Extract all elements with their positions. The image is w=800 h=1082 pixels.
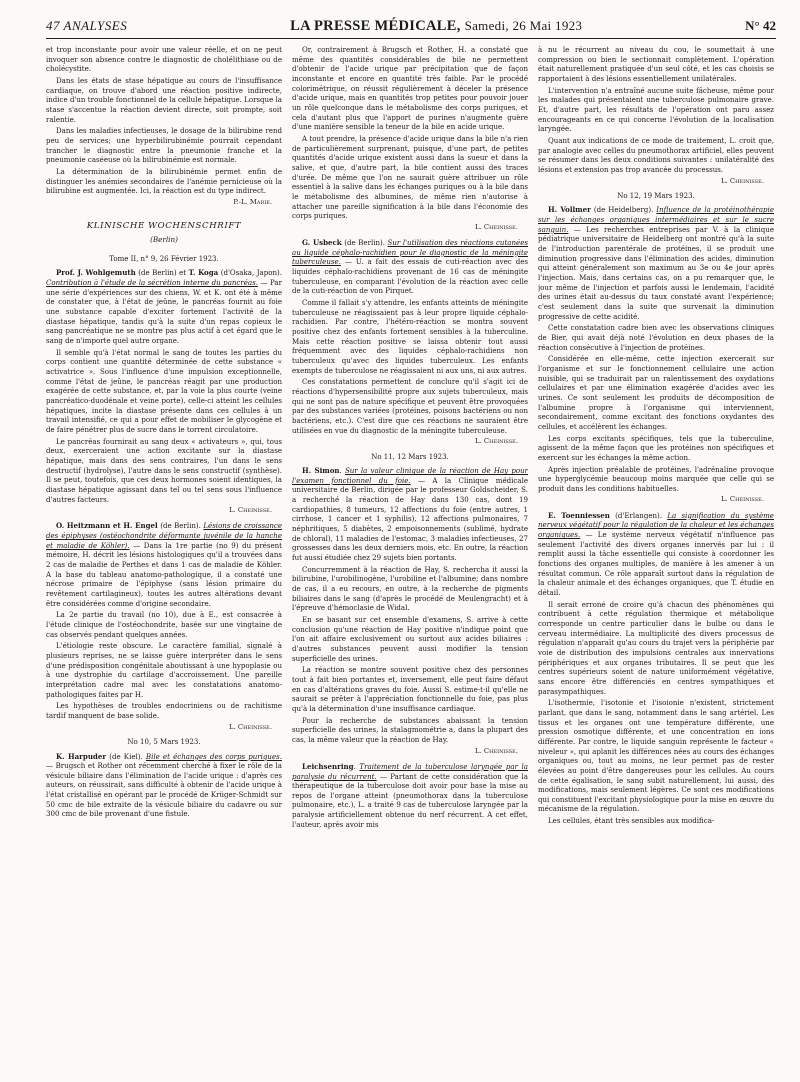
- author: Leichsenring: [302, 761, 354, 771]
- paragraph: L'isothermie, l'isotonie et l'isoionie n'existent, strictement parlant, que dans le sang, notamment dans le sang artériel. Les tissus et les organes ont une température différente, une pression osmotique différente, et une concentration en ions différente. Par contre, le liquide sanguin représente le facteur « niveleur », qui aplanit les différences nées au cours des échanges organiques ou, tout au moins, ne leur permet pas de rester élevées au point d'être dangereuses pour les cellules. Au cours de cette égalisation, le sang subit naturellement, lui aussi, des modifications, mais seulement légères. Ce sont ces modifications qui constituent l'excitant physiologique pour la mise en œuvre du mécanisme de la régulation.: [538, 698, 774, 814]
- article: [292, 238, 528, 296]
- paragraph: Il semble qu'à l'état normal le sang de toutes les parties du corps contient une quantité déterminée de cette substance « activatrice ». Sous l'influence d'une impulsion exceptionnelle, comme l'état de jeûne, le pancréas réagit par une production exagérée de cette substance, et, par la voie la plus courte (veine pancréatico-duodénale et veine porte), celle-ci atteint les cellules hépatiques, incite la diastase présente dans ces cellules à un travail intensifié, ce qui a pour effet de mobiliser le glycogène et de faire pénétrer plus de sucre dans le torrent circulatoire.: [46, 347, 282, 434]
- issue-heading: No 10, 5 Mars 1923.: [127, 737, 201, 746]
- affiliation: (de Kiel).: [106, 751, 146, 761]
- issue-date: Samedi, 26 Mai 1923: [464, 18, 583, 33]
- paragraph: Cette constatation cadre bien avec les observations cliniques de Bier, qui avait déjà noté l'évolution en deux phases de la réaction consécutive à l'injection de protéines.: [538, 323, 774, 352]
- article-title: Bile et échanges des corps puriques.: [145, 751, 282, 761]
- article-title: Sur la valeur clinique de la réaction de Hay pour l'examen fonctionnel du foie.: [292, 466, 528, 485]
- journal-masthead: [290, 18, 582, 35]
- paragraph: En se basant sur cet ensemble d'examens, S. arrive à cette conclusion qu'une réaction de Hay positive n'indique point que l'on ait affaire exclusivement ou surtout aux acides biliaires : d'autres substances peuvent aussi modifier la tension superficielle des urines.: [292, 615, 528, 663]
- article-text: — A la Clinique médicale universitaire de Berlin, dirigée par le professeur Goldscheider, S. a recherché la réaction de Hay dans 130 cas, dont 19 cardiopathies, 8 tumeurs, 12 affections du foie (entre autres, 1 cirrhose, 1 cancer et 1 syphilis), 12 affections pulmonaires, 7 néphritiques, 5 diabètes, 2 empoisonnements (sublimé, hydrate de chloral), 11 maladies de l'estomac, 3 maladies infectieuses, 27 grossesses dans les deux derniers mois, etc. En outre, la réaction fut aussi étudiée chez 29 sujets bien portants.: [292, 475, 528, 563]
- paragraph: Comme il fallait s'y attendre, les enfants atteints de méningite tuberculeuse ne réagissaient pas à leur propre liquide céphalo-rachidien. Par contre, l'hétéro-réaction se montra souvent positive chez des enfants fortement sensibles à la tuberculine. Mais cette réaction positive se laissa obtenir tout aussi fréquemment avec des liquides céphalo-rachidiens non tuberculeux qu'avec des liquides tuberculeux. Les enfants exempts de tuberculose ne réagissaient ni aux uns, ni aux autres.: [292, 298, 528, 375]
- article-title: Traitement de la tuberculose laryngée par la paralysie du récurrent.: [292, 761, 528, 781]
- article-title: Contribution à l'étude de la sécrétion interne du pancréas.: [46, 278, 258, 288]
- affiliation: (d'Erlangen).: [609, 510, 668, 520]
- issue-heading: No 11, 12 Mars 1923.: [371, 452, 449, 461]
- article-title: Influence de la protéinothérapie sur les échanges organiques intermédiaires et sur le sucre sanguin.: [538, 205, 774, 234]
- article: [292, 762, 528, 830]
- paragraph: Les corps excitants spécifiques, tels que la tuberculine, agissent de la même façon que les protéines non spécifiques et exercent sur les échanges la même action.: [538, 433, 774, 462]
- paragraph: Dans les états de stase hépatique au cours de l'insuffisance cardiaque, on trouve d'abord une réaction positive indirecte, indice d'un trouble fonctionnel de la cellule hépatique. Lorsque la stase s'accentue la réaction devient directe, soit prompte, soit ralentie.: [46, 75, 282, 124]
- paragraph: à nu le récurrent au niveau du cou, le soumettait à une compression ou bien le sectionnait complètement. L'opération était naturellement pratiquée d'un seul côté, et les cas choisis se rapportaient à des lésions essentiellement unilatérales.: [538, 45, 774, 83]
- article: [46, 521, 282, 608]
- paragraph: Après injection préalable de protéines, l'adrénaline provoque une hyperglycémie beaucoup moins marquée que celle qui se produit dans les conditions habituelles.: [538, 464, 774, 493]
- signature: P.-L. Marie.: [233, 197, 272, 206]
- article: [46, 752, 282, 820]
- paragraph: Considérée en elle-même, cette injection exercerait sur l'organisme et sur le fonctionnement cellulaire une action nuisible, qui se traduirait par un ralentissement des oxydations cellulaires et par une élimination exagérée d'acides avec les urines. Ce sont seulement les produits de décomposition de l'albumine propre à l'organisme qui interviennent, secondairement, comme excitant des fonctions oxydantes des cellules, et accélèrent les échanges.: [538, 354, 774, 431]
- article-text: — U. a fait des essais de cuti-réaction avec des liquides céphalo-rachidiens provenant de 16 cas de méningite tuberculeuse, en comparant l'évolution de la réaction avec celle de la cuti-réaction de von Pirquet.: [292, 257, 528, 296]
- paragraph: Concurremment à la réaction de Hay, S. rechercha it aussi la bilirubine, l'urobilinogène, l'urobiline et l'albumine; dans nombre de cas, il a eu recours, en outre, à la recherche de pigments biliaires dans le sang (d'après le procédé de Meulengracht) et à l'épreuve d'hémoclasie de Widal.: [292, 564, 528, 613]
- paragraph: Les cellules, étant très sensibles aux modifica-: [548, 816, 715, 826]
- signature: L. Cheinisse.: [229, 506, 272, 515]
- affiliation: (de Heidelberg).: [590, 205, 657, 215]
- affiliation: (d'Osaka, Japon).: [218, 268, 282, 278]
- paragraph: Or, contrairement à Brugsch et Rother, H. a constaté que même des quantités considérables de bile ne permettent d'obtenir de l'acide urique par précipitation que de façon inconstante et encore en quantité très faible. Par le procédé colorimétrique, on réussit régulièrement à déceler la présence d'acide urique, mais en quantités trop petites pour pouvoir jouer un rôle quelconque dans le métabolisme des corps puriques, et cela d'autant plus que l'apport de purines n'augmente guère d'une manière sensible la teneur de la bile en acide urique.: [292, 45, 528, 132]
- affiliation: .: [339, 466, 345, 476]
- affiliation: (de Berlin).: [341, 238, 388, 248]
- article: [46, 268, 282, 345]
- article-title: La signification du système nerveux végétatif pour la régulation de la chaleur et les échanges organiques.: [538, 510, 774, 540]
- journal-city: (Berlin): [150, 234, 178, 244]
- paragraph: La réaction se montre souvent positive chez des personnes tout à fait bien portantes et, inversement, elle peut faire défaut en cas d'altérations graves du foie. Aussi S. estime-t-il qu'elle ne saurait se prêter à l'appréciation fonctionnelle du foie, pas plus qu'à la détermination d'une insuffisance cardiaque.: [292, 665, 528, 713]
- author: K. Harpuder: [56, 751, 107, 761]
- signature: L. Cheinisse.: [721, 495, 764, 504]
- paragraph: La 2e partie du travail (no 10), due à E., est consacrée à l'étude clinique de l'ostéochondrite, basée sur une vingtaine de cas observés pendant quelques années.: [46, 610, 282, 639]
- author: H. Vollmer: [548, 205, 591, 215]
- signature: L. Cheinisse.: [475, 746, 518, 755]
- page-header: [46, 18, 776, 39]
- article: [292, 466, 528, 563]
- page-section: 47 ANALYSES: [46, 18, 128, 33]
- article-title: Sur l'utilisation des réactions cutanées au liquide céphalo-rachidien pour le diagnostic de la méningite tuberculeuse.: [292, 238, 528, 267]
- paragraph: Dans les maladies infectieuses, le dosage de la bilirubine rend peu de services; une hyperbilirubinémie pourrait cependant trancher le diagnostic entre la pneumonie franche et la pneumonie caséeuse où la bilirubinémie est normale.: [46, 126, 282, 165]
- paragraph: Il serait erroné de croire qu'à chacun des phénomènes qui contribuent à cette régulation thermique et métabolique corresponde un centre particulier dans le bulbe ou dans le cerveau intermédiaire. La multiplicité des divers processus de régulation n'apparaît qu'au cours du trajet vers la périphérie par voie de distribution des impulsions centrales aux innervations périphériques et aux organes tributaires. Il se peut que les centres supérieurs soient de nature uniformément végétative, sans encore être différenciés en centres sympathiques et parasympathiques.: [538, 599, 774, 696]
- paragraph: Ces constatations permettent de conclure qu'il s'agit ici de réactions d'hypersensibilité propre aux sujets tuberculeux, mais qui ne sont pas de nature spécifique et peuvent être provoquées par des substances variées (protéines, poisons bactériens ou non bactériens, etc.). C'est dire que ces réactions ne sauraient être utilisées en vue du diagnostic de la méningite tuberculeuse.: [292, 377, 528, 435]
- paragraph: Quant aux indications de ce mode de traitement, L. croit que, par analogie avec celles du pneumothorax artificiel, elles peuvent se résumer dans les deux conditions suivantes : unilatéralité des lésions et extension pas trop avancée du processus.: [538, 135, 774, 174]
- article-text: — Dans la 1re partie (no 9) du présent mémoire, H. décrit les lésions histologiques qu'il a trouvées dans 2 cas de maladie de Perthes et dans 1 cas de maladie de Köhler. A la base du tableau anatomo-pathologique, il a constaté une nécrose primaire de l'épiphyse (sans lésion primaire du revêtement cartilagineux), toutes les autres altérations devant être considérées comme d'origine secondaire.: [46, 540, 282, 608]
- paragraph: L'intervention n'a entraîné aucune suite fâcheuse, même pour les malades qui présentaient une tuberculose pulmonaire grave. Et, d'autre part, les résultats de l'opération ont paru assez encourageants en ce qui concerne l'évolution de la localisation laryngée.: [538, 85, 774, 134]
- column-1: [46, 45, 282, 1075]
- issue-heading: No 12, 19 Mars 1923.: [617, 191, 695, 200]
- journal-name: LA PRESSE MÉDICALE,: [290, 18, 461, 34]
- affiliation: (de Berlin).: [157, 521, 204, 531]
- author: Prof. J. Wohlgemuth: [56, 268, 136, 278]
- article-text: — Les recherches entreprises par V. à la clinique pédiatrique universitaire de Heidelberg ont montré qu'à la suite de l'introduction parentérale de protéines, il se produit une diminution progressive dans l'élimination des acides, diminution qui atteint généralement son maximum au 3e ou 4e jour après l'injection. Mais, dans certains cas, on a pu remarquer que, le jour même de l'injection et parfois aussi le lendemain, l'acidité des urines était au-dessus du taux constaté avant l'expérience; c'est seulement dans la suite que survenait la diminution progressive de cette acidité.: [538, 224, 774, 321]
- author: G. Usbeck: [302, 238, 342, 248]
- paragraph: A tout prendre, la présence d'acide urique dans la bile n'a rien de particulièrement surprenant, puisque, d'une part, de petites quantités d'acide urique existent aussi dans la sueur et dans la salive, et que, d'autre part, la bile contient aussi des traces d'urée. De même que l'on ne saurait guère attribuer un rôle essentiel à la salive dans les échanges puriques ou à la bile dans le métabolisme des albumines, de même rien n'autorise à attacher une pareille signification à la bile dans l'économie des corps puriques.: [292, 133, 528, 221]
- article: [538, 205, 774, 321]
- issue-number: N° 42: [745, 18, 776, 33]
- signature: L. Cheinisse.: [229, 722, 272, 731]
- article-text: — Brugsch et Rother ont récemment cherché à fixer le rôle de la vésicule biliaire dans l'élimination de l'acide urique : d'après ces auteurs, on réussirait, sans difficulté à obtenir de l'acide urique à l'état cristallisé en opérant par le procédé de Krüger-Schmidt sur 50 cmc de bile extraite de la vésicule biliaire du cadavre ou sur 300 cmc de bile provenant d'une fistule.: [46, 761, 282, 819]
- affiliation: (de Berlin) et: [135, 268, 189, 278]
- column-3: [538, 45, 774, 1075]
- signature: L. Cheinisse.: [475, 222, 518, 231]
- article-title: Lésions de croissance des épiphyses (ostéochondrite déformante juvénile de la hanche et maladie de Köhler).: [46, 521, 282, 550]
- article-text: — Partant de cette considération que la thérapeutique de la tuberculose doit avoir pour base la mise au repos de l'organe atteint (pneumothorax dans la tuberculose pulmonaire, etc.), L. a traité 9 cas de tuberculose laryngée par la paralysie artificiellement obtenue du nerf récurrent. A cet effet, l'auteur, après avoir mis: [292, 771, 528, 829]
- article-text: — Par une série d'expériences sur des chiens, W. et K. ont été à même de constater que, à l'état de jeûne, le pancréas fournit au foie une substance capable d'exciter fortement l'activité de la diastase hépatique, tandis qu'à la suite d'un repas copieux le sang pancréatique ne se montre pas plus actif à cet égard que le sang de n'importe quel autre organe.: [46, 278, 282, 345]
- paragraph: Les hypothèses de troubles endocriniens ou de rachitisme tardif manquent de base solide.: [46, 701, 282, 720]
- article: [538, 511, 774, 598]
- author: O. Heitzmann et H. Engel: [56, 521, 158, 531]
- column-2: [292, 45, 528, 1075]
- paragraph: Le pancréas fournirait au sang deux « activateurs », qui, tous deux, exerceraient une action excitante sur la diastase hépatique, mais dans des sens contraires, l'un dans le sens destructif (hydrolyse), l'autre dans le sens constructif (synthèse). Il se peut, toutefois, que ces deux hormones soient identiques, la diastase hépatique agissant dans tel ou tel sens sous l'influence d'autres facteurs.: [46, 436, 282, 504]
- signature: L. Cheinisse.: [475, 437, 518, 446]
- article-text: — Le système nerveux végétatif n'influence pas seulement l'activité des divers organes innervés par lui : il remplit aussi la tâche essentielle qui consiste à coordonner les fonctions des organes multiples, de manière à les amener à un résultat commun. Ce rôle apparaît surtout dans la régulation de la chaleur animale et des échanges organiques, que T. étudie en détail.: [538, 530, 774, 598]
- paragraph: L'étiologie reste obscure. Le caractère familial, signalé à plusieurs reprises, ne se laisse guère interpréter dans le sens d'une prédisposition congénitale aboutissant à une hypoplasie ou à une dystrophie du cartilage d'accroissement. Une pareille interprétation cadre mal avec les constatations anatomo-pathologiques faites par H.: [46, 641, 282, 699]
- affiliation: .: [353, 761, 360, 771]
- issue-heading: Tome II, n° 9, 26 Février 1923.: [109, 254, 219, 263]
- journal-heading: KLINISCHE WOCHENSCHRIFT: [86, 221, 242, 232]
- author: H. Simon: [302, 466, 340, 476]
- author: E. Toenniessen: [548, 510, 610, 520]
- author: T. Koga: [188, 268, 219, 278]
- paragraph: La détermination de la bilirubinémie permet enfin de distinguer les anémies secondaires de l'anémie pernicieuse où la bilirubine est augmentée. Ici, la réaction est du type indirect.: [46, 166, 282, 196]
- paragraph: et trop inconstante pour avoir une valeur réelle, et on ne peut invoquer son absence contre le diagnostic de cholélithiase ou de cholécystite.: [46, 45, 282, 74]
- signature: L. Cheinisse.: [721, 176, 764, 185]
- paragraph: Pour la recherche de substances abaissant la tension superficielle des urines, la stalagmométrie a, dans la plupart des cas, la même valeur que la réaction de Hay.: [292, 715, 528, 744]
- columns: [46, 45, 776, 1075]
